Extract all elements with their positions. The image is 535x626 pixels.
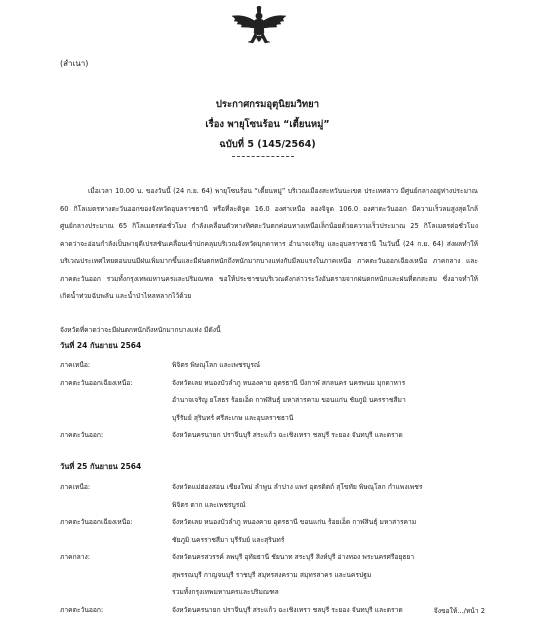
continued-page-note: จึงขอให้.../หน้า 2 [433, 607, 485, 615]
region-label: ภาคเหนือ: [60, 483, 91, 491]
province-list: อำนาจเจริญ ยโสธร ร้อยเอ็ด กาฬสินธุ์ มหาสารคาม ขอนแก่น ชัยภูมิ นครราชสีมา [172, 396, 406, 404]
province-list: จังหวัดเลย หนองบัวลำภู หนองคาย อุดรธานี บึงกาฬ สกลนคร นครพนม มุกดาหาร [172, 378, 406, 387]
announcement-subject: เรื่อง พายุโซนร้อน “เตี้ยนหมู่” [205, 119, 330, 130]
garuda-emblem-icon [228, 6, 290, 48]
forecast-row [60, 410, 480, 428]
title-divider [232, 156, 294, 157]
forecast-row [60, 584, 480, 602]
province-list: จังหวัดแม่ฮ่องสอน เชียงใหม่ ลำพูน ลำปาง แพร่ อุตรดิตถ์ สุโขทัย พิษณุโลก กำแพงเพชร [172, 483, 423, 491]
province-list: พิจิตร ตาก และเพชรบูรณ์ [172, 500, 246, 509]
forecast-row [60, 392, 480, 410]
province-list: จังหวัดเลย หนองบัวลำภู หนองคาย อุดรธานี ขอนแก่น ร้อยเอ็ด กาฬสินธุ์ มหาสารคาม [172, 518, 417, 526]
region-label: ภาคตะวันออกเฉียงเหนือ: [60, 378, 133, 387]
forecast-row [60, 514, 480, 532]
province-list: รวมทั้งกรุงเทพมหานครและปริมณฑล [172, 588, 279, 596]
region-label [60, 532, 172, 550]
announcement-title: ประกาศกรมอุตุนิยมวิทยา [215, 99, 320, 110]
province-list: จังหวัดนครสวรรค์ ลพบุรี อุทัยธานี ชัยนาท สระบุรี สิงห์บุรี อ่างทอง พระนครศรีอยุธยา [172, 553, 415, 561]
forecast-row [60, 427, 480, 445]
forecast-date-2: วันที่ 25 กันยายน 2564 [60, 462, 142, 471]
region-label: ภาคกลาง: [60, 553, 91, 561]
region-label [60, 567, 172, 585]
province-list: สุพรรณบุรี กาญจนบุรี ราชบุรี สมุทรสงคราม สมุทรสาคร และนครปฐม [172, 570, 372, 579]
forecast-row [60, 567, 480, 585]
province-intro: จังหวัดที่คาดว่าจะมีฝนตกหนักถึงหนักมากบางแห่ง มีดังนี้ [60, 326, 221, 334]
forecast-date-1: วันที่ 24 กันยายน 2564 [60, 341, 142, 350]
forecast-row [60, 532, 480, 550]
province-list: จังหวัดนครนายก ปราจีนบุรี สระแก้ว ฉะเชิงเทรา ชลบุรี ระยอง จันทบุรี และตราด [172, 605, 403, 614]
copy-label: (สำเนา) [60, 59, 89, 68]
body-paragraph: เมื่อเวลา 10.00 น. ของวันนี้ (24 ก.ย. 64) พายุโซนร้อน “เตี้ยนหมู่” บริเวณเมืองสะหวันนะเขต ประเทศลาว มีศูนย์กลางอยู่ห่างประมาณ 60 กิโลเมตรทางตะวันออกของจังหวัดอุบลราชธานี หรือที่ละติจูด 16.0 องศาเหนือ ลองจิจูด 106.0 องศาตะวันออก มีความเร็วลมสูงสุดใกล้ศูนย์กลางประมาณ 65 กิโลเมตรต่อชั่วโมง กำลังเคลื่อนตัวทางทิศตะวันตกค่อนทางเหนือเล็กน้อยด้วยความเร็วประมาณ 25 กิโลเมตรต่อชั่วโมง คาดว่าจะอ่อนกำลังเป็นพายุดีเปรสชันเคลื่อนเข้าปกคลุมบริเวณจังหวัดมุกดาหาร อำนาจเจริญ และอุบลราชธานี ในวันนี้ (24 ก.ย. 64) ส่งผลทำให้บริเวณประเทศไทยตอนบนมีฝนเพิ่มมากขึ้นและมีฝนตกหนักถึงหนักมากบางแห่งกับมีลมแรงในภาคเหนือ ภาคตะวันออกเฉียงเหนือ ภาคกลาง และภาคตะวันออก รวมทั้งกรุงเทพมหานครและปริมณฑล ขอให้ประชาชนบริเวณดังกล่าวระวังอันตรายจากฝนตกหนักและฝนที่ตกสะสม ซึ่งอาจทำให้เกิดน้ำท่วมฉับพลัน และน้ำป่าไหลหลากไว้ด้วย [60, 187, 478, 300]
issue-number: ฉบับที่ 5 (145/2564) [219, 139, 316, 150]
province-list: จังหวัดนครนายก ปราจีนบุรี สระแก้ว ฉะเชิงเทรา ชลบุรี ระยอง จันทบุรี และตราด [172, 431, 403, 439]
region-label: ภาคตะวันออกเฉียงเหนือ: [60, 518, 133, 526]
province-list: บุรีรัมย์ สุรินทร์ ศรีสะเกษ และอุบลราชธานี [172, 413, 294, 422]
forecast-row [60, 497, 480, 515]
forecast-day-1-list [60, 357, 480, 445]
forecast-row [60, 549, 480, 567]
region-label [60, 497, 172, 515]
forecast-row [60, 375, 480, 393]
region-label: ภาคตะวันออก: [60, 431, 104, 439]
province-list: ชัยภูมิ นครราชสีมา บุรีรัมย์ และสุรินทร์ [172, 535, 285, 544]
forecast-row [60, 479, 480, 497]
forecast-row [60, 602, 480, 620]
region-label [60, 392, 172, 410]
region-label: ภาคเหนือ: [60, 361, 91, 369]
forecast-day-2-list [60, 479, 480, 619]
region-label [60, 584, 172, 602]
region-label: ภาคตะวันออก: [60, 605, 104, 614]
province-list: พิจิตร พิษณุโลก และเพชรบูรณ์ [172, 361, 261, 369]
region-label [60, 410, 172, 428]
forecast-row [60, 357, 480, 375]
